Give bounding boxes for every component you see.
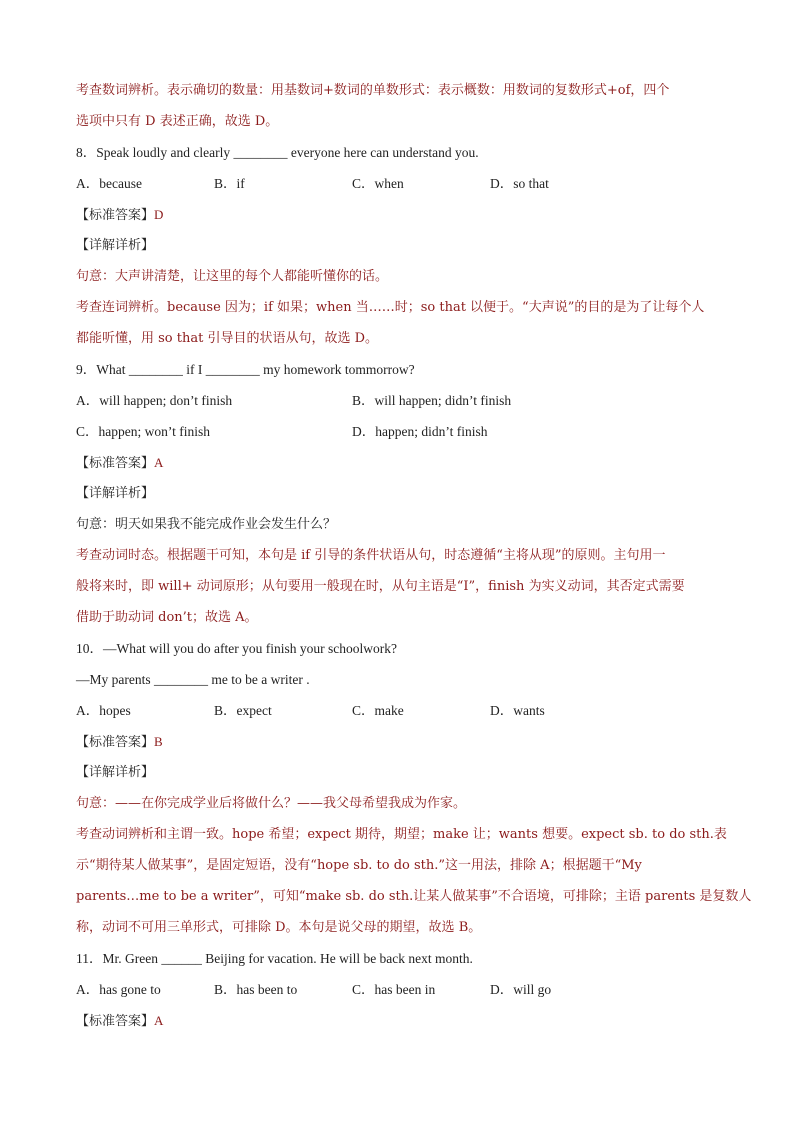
question-9-options-row1 — [76, 388, 726, 419]
question-11-options — [76, 977, 726, 1008]
question-9-explanation-3: 借助于助动词 don’t；故选 A。 — [76, 610, 258, 625]
question-8-stem: 8．Speak loudly and clearly ________ everyone here can understand you. — [76, 145, 479, 160]
answer-value: A — [154, 1013, 164, 1028]
answer-value: D — [154, 207, 164, 222]
question-11-option-b: B．has been to — [214, 982, 298, 997]
answer-label: 【标准答案】 — [76, 735, 155, 750]
question-8-answer — [76, 202, 726, 233]
question-10-stem-2: —My parents ________ me to be a writer . — [76, 672, 310, 687]
question-9-option-a: A．will happen; don’t finish — [76, 393, 233, 408]
question-8-analysis-label: 【详解详析】 — [76, 238, 155, 253]
question-9-explanation-1: 考查动词时态。根据题干可知，本句是 if 引导的条件状语从句，时态遵循“主将从现”的原则。主句用一 — [76, 548, 666, 563]
question-10-option-c: C．make — [352, 703, 404, 718]
prev-explanation-line2: 选项中只有 D 表述正确，故选 D。 — [76, 114, 279, 129]
question-10-explanation-2: 示“期待某人做某事”，是固定短语，没有“hope sb. to do sth.”这一用法，排除 A；根据题干“My — [76, 858, 642, 873]
question-9-answer — [76, 450, 726, 481]
prev-explanation-line1: 考查数词辨析。表示确切的数量：用基数词+数词的单数形式：表示概数：用数词的复数形式+of，四个 — [76, 83, 670, 98]
answer-value: B — [154, 734, 163, 749]
question-8-options — [76, 171, 726, 202]
question-10-stem-1: 10．—What will you do after you finish your schoolwork? — [76, 641, 397, 656]
question-9-meaning: 句意：明天如果我不能完成作业会发生什么？ — [76, 517, 337, 532]
question-10-option-d: D．wants — [490, 703, 545, 718]
question-8-option-d: D．so that — [490, 176, 549, 191]
question-8-meaning: 句意：大声讲清楚，让这里的每个人都能听懂你的话。 — [76, 269, 389, 284]
question-10-meaning: 句意：——在你完成学业后将做什么？——我父母希望我成为作家。 — [76, 796, 467, 811]
question-10-options — [76, 698, 726, 729]
question-10-option-b: B．expect — [214, 703, 272, 718]
question-11-option-c: C．has been in — [352, 982, 436, 997]
answer-label: 【标准答案】 — [76, 456, 155, 471]
question-8-explanation-2: 都能听懂，用 so that 引导目的状语从句，故选 D。 — [76, 331, 379, 346]
question-8-option-c: C．when — [352, 176, 404, 191]
answer-label: 【标准答案】 — [76, 208, 155, 223]
question-8-option-b: B．if — [214, 176, 245, 191]
question-10-explanation-1: 考查动词辨析和主谓一致。hope 希望；expect 期待，期望；make 让；wants 想要。expect sb. to do sth.表 — [76, 827, 727, 842]
question-10-option-a: A．hopes — [76, 703, 131, 718]
question-11-option-d: D．will go — [490, 982, 552, 997]
question-10-answer — [76, 729, 726, 760]
question-8-explanation-1: 考查连词辨析。because 因为；if 如果；when 当……时；so that 以便于。“大声说”的目的是为了让每个人 — [76, 300, 705, 315]
question-9-stem: 9．What ________ if I ________ my homework tommorrow? — [76, 362, 415, 377]
question-10-explanation-4: 称，动词不可用三单形式，可排除 D。本句是说父母的期望，故选 B。 — [76, 920, 482, 935]
question-9-option-d: D．happen; didn’t finish — [352, 424, 488, 439]
question-10-explanation-3: parents…me to be a writer”，可知“make sb. do sth.让某人做某事”不合语境，可排除；主语 parents 是复数人 — [76, 889, 752, 904]
question-11-option-a: A．has gone to — [76, 982, 161, 997]
question-11-stem: 11．Mr. Green ______ Beijing for vacation. He will be back next month. — [76, 951, 473, 966]
question-8-option-a: A．because — [76, 176, 142, 191]
question-9-options-row2 — [76, 419, 726, 450]
answer-value: A — [154, 455, 164, 470]
question-9-explanation-2: 般将来时，即 will+ 动词原形；从句要用一般现在时，从句主语是“I”，finish 为实义动词，其否定式需要 — [76, 579, 685, 594]
question-9-option-b: B．will happen; didn’t finish — [352, 393, 512, 408]
question-11-answer — [76, 1008, 726, 1039]
question-10-analysis-label: 【详解详析】 — [76, 765, 155, 780]
document-page — [76, 78, 752, 1039]
question-9-option-c: C．happen; won’t finish — [76, 424, 210, 439]
answer-label: 【标准答案】 — [76, 1014, 155, 1029]
question-9-analysis-label: 【详解详析】 — [76, 486, 155, 501]
